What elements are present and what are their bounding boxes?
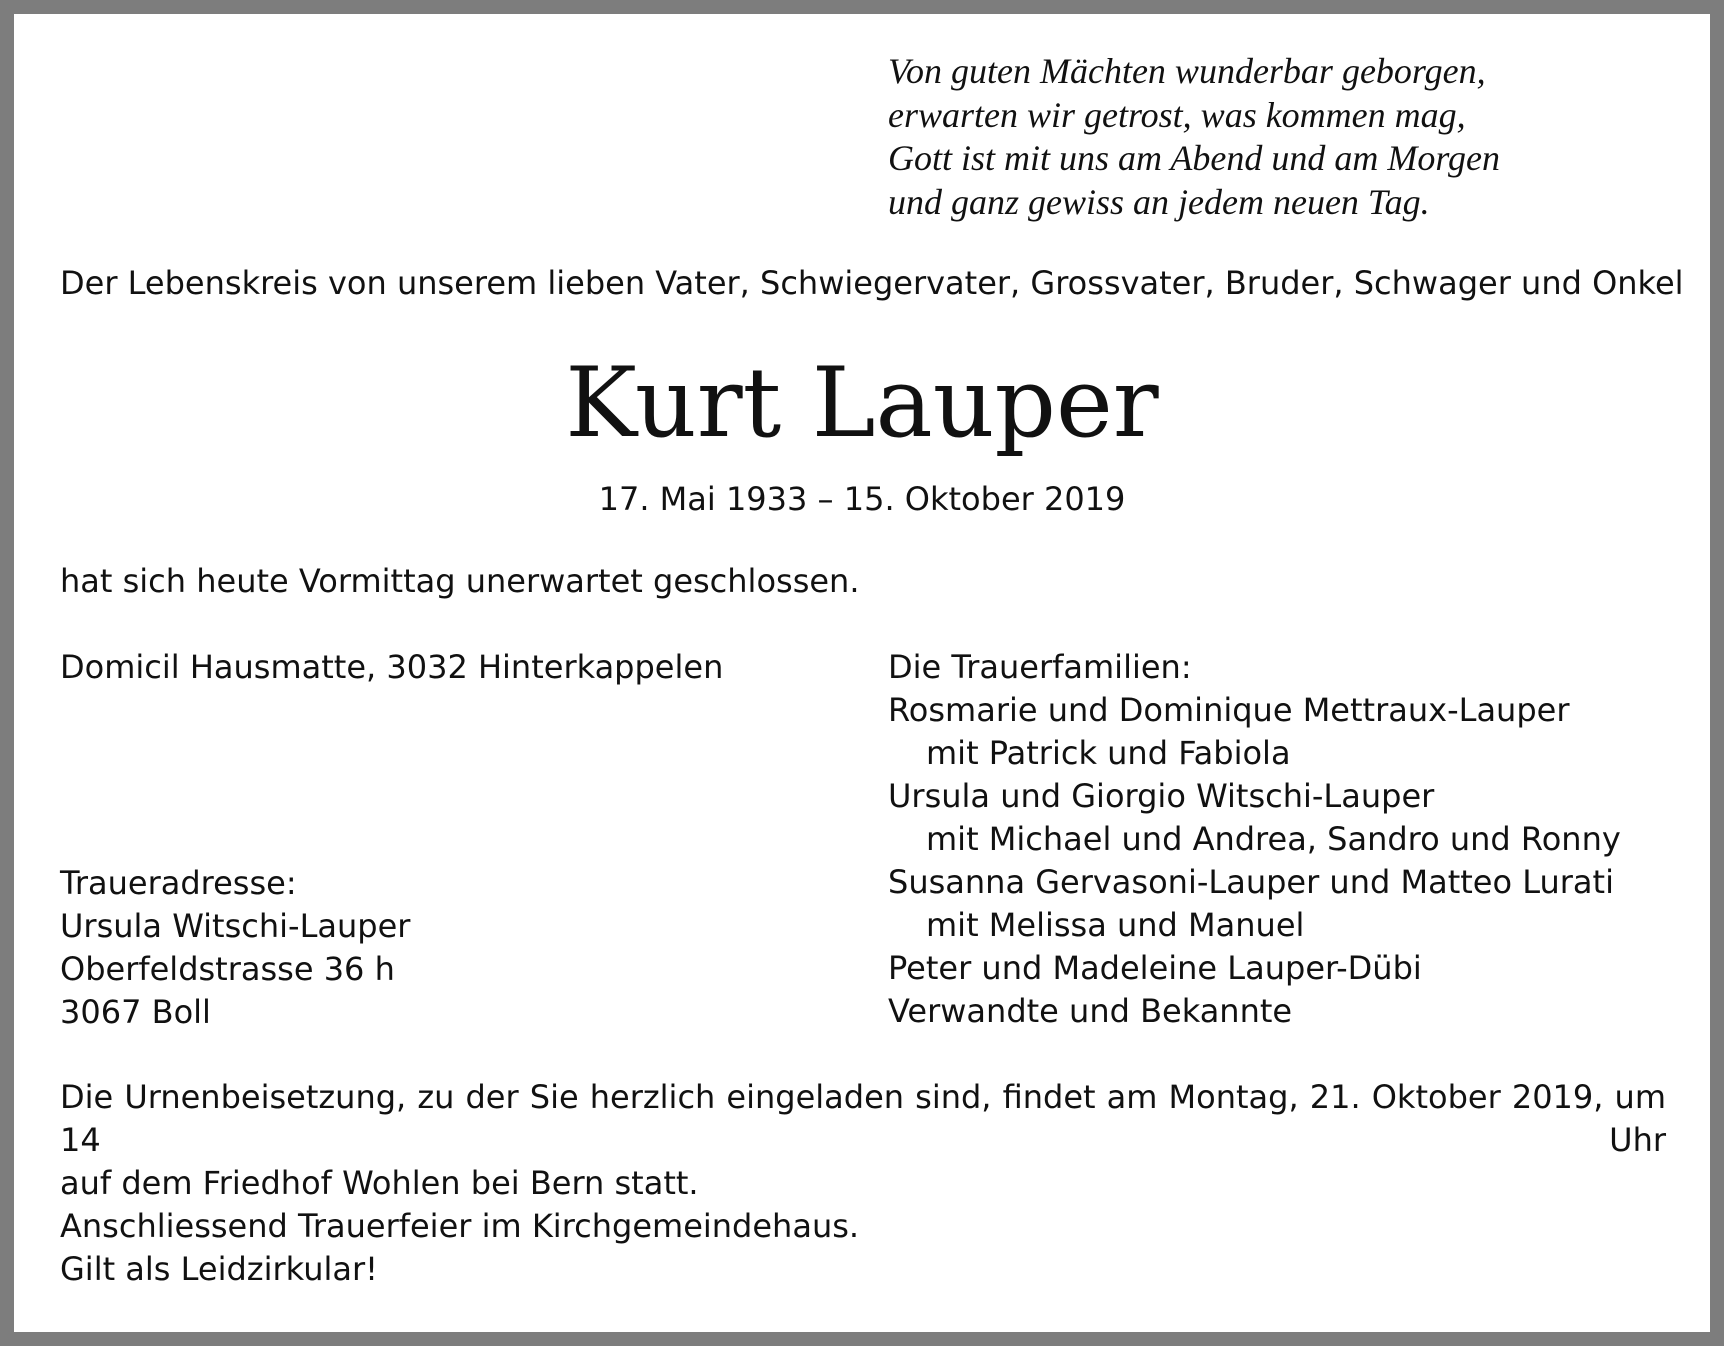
ceremony-block	[60, 1076, 1666, 1248]
family-entry: Susanna Gervasoni-Lauper und Matteo Lurati	[888, 863, 1614, 901]
life-dates: 17. Mai 1933 – 15. Oktober 2019	[598, 480, 1126, 518]
family-entry: mit Patrick und Fabiola	[926, 734, 1291, 772]
family-entry: mit Melissa und Manuel	[926, 906, 1305, 944]
family-entry: mit Michael und Andrea, Sandro und Ronny	[926, 820, 1621, 858]
mourning-address-city: 3067 Boll	[60, 993, 211, 1031]
obituary-page	[14, 14, 1710, 1332]
mourning-address	[60, 862, 410, 1034]
family-entry: Peter und Madeleine Lauper-Dübi	[888, 949, 1422, 987]
mourning-address-label: Traueradresse:	[60, 864, 297, 902]
family-entry: Verwandte und Bekannte	[888, 992, 1293, 1030]
closing-statement: hat sich heute Vormittag unerwartet geschlossen.	[60, 562, 860, 600]
family-entry: Rosmarie und Dominique Mettraux-Lauper	[888, 691, 1570, 729]
mourning-address-street: Oberfeldstrasse 36 h	[60, 950, 395, 988]
family-entry: Ursula und Giorgio Witschi-Lauper	[888, 777, 1435, 815]
deceased-name: Kurt Lauper	[565, 347, 1159, 459]
ceremony-line: auf dem Friedhof Wohlen bei Bern statt.	[60, 1164, 699, 1202]
ceremony-line: Anschliessend Trauerfeier im Kirchgemeindehaus.	[60, 1207, 860, 1245]
ceremony-line: Die Urnenbeisetzung, zu der Sie herzlich eingeladen sind, findet am Montag, 21. Oktober 2019, um 14 Uhr	[60, 1078, 1666, 1159]
mourning-address-name: Ursula Witschi-Lauper	[60, 907, 411, 945]
poem-line: und ganz gewiss an jedem neuen Tag.	[888, 181, 1430, 222]
poem-block	[888, 50, 1500, 224]
poem-line: Von guten Mächten wunderbar geborgen,	[888, 51, 1486, 91]
families-block	[888, 646, 1621, 1033]
residence: Domicil Hausmatte, 3032 Hinterkappelen	[60, 648, 724, 686]
poem-line: Gott ist mit uns am Abend und am Morgen	[888, 138, 1500, 178]
footer-note: Gilt als Leidzirkular!	[60, 1250, 378, 1288]
poem-line: erwarten wir getrost, was kommen mag,	[888, 94, 1466, 135]
families-label: Die Trauerfamilien:	[888, 648, 1192, 686]
intro-text: Der Lebenskreis von unserem lieben Vater, Schwiegervater, Grossvater, Bruder, Schwager und Onkel	[60, 264, 1684, 302]
